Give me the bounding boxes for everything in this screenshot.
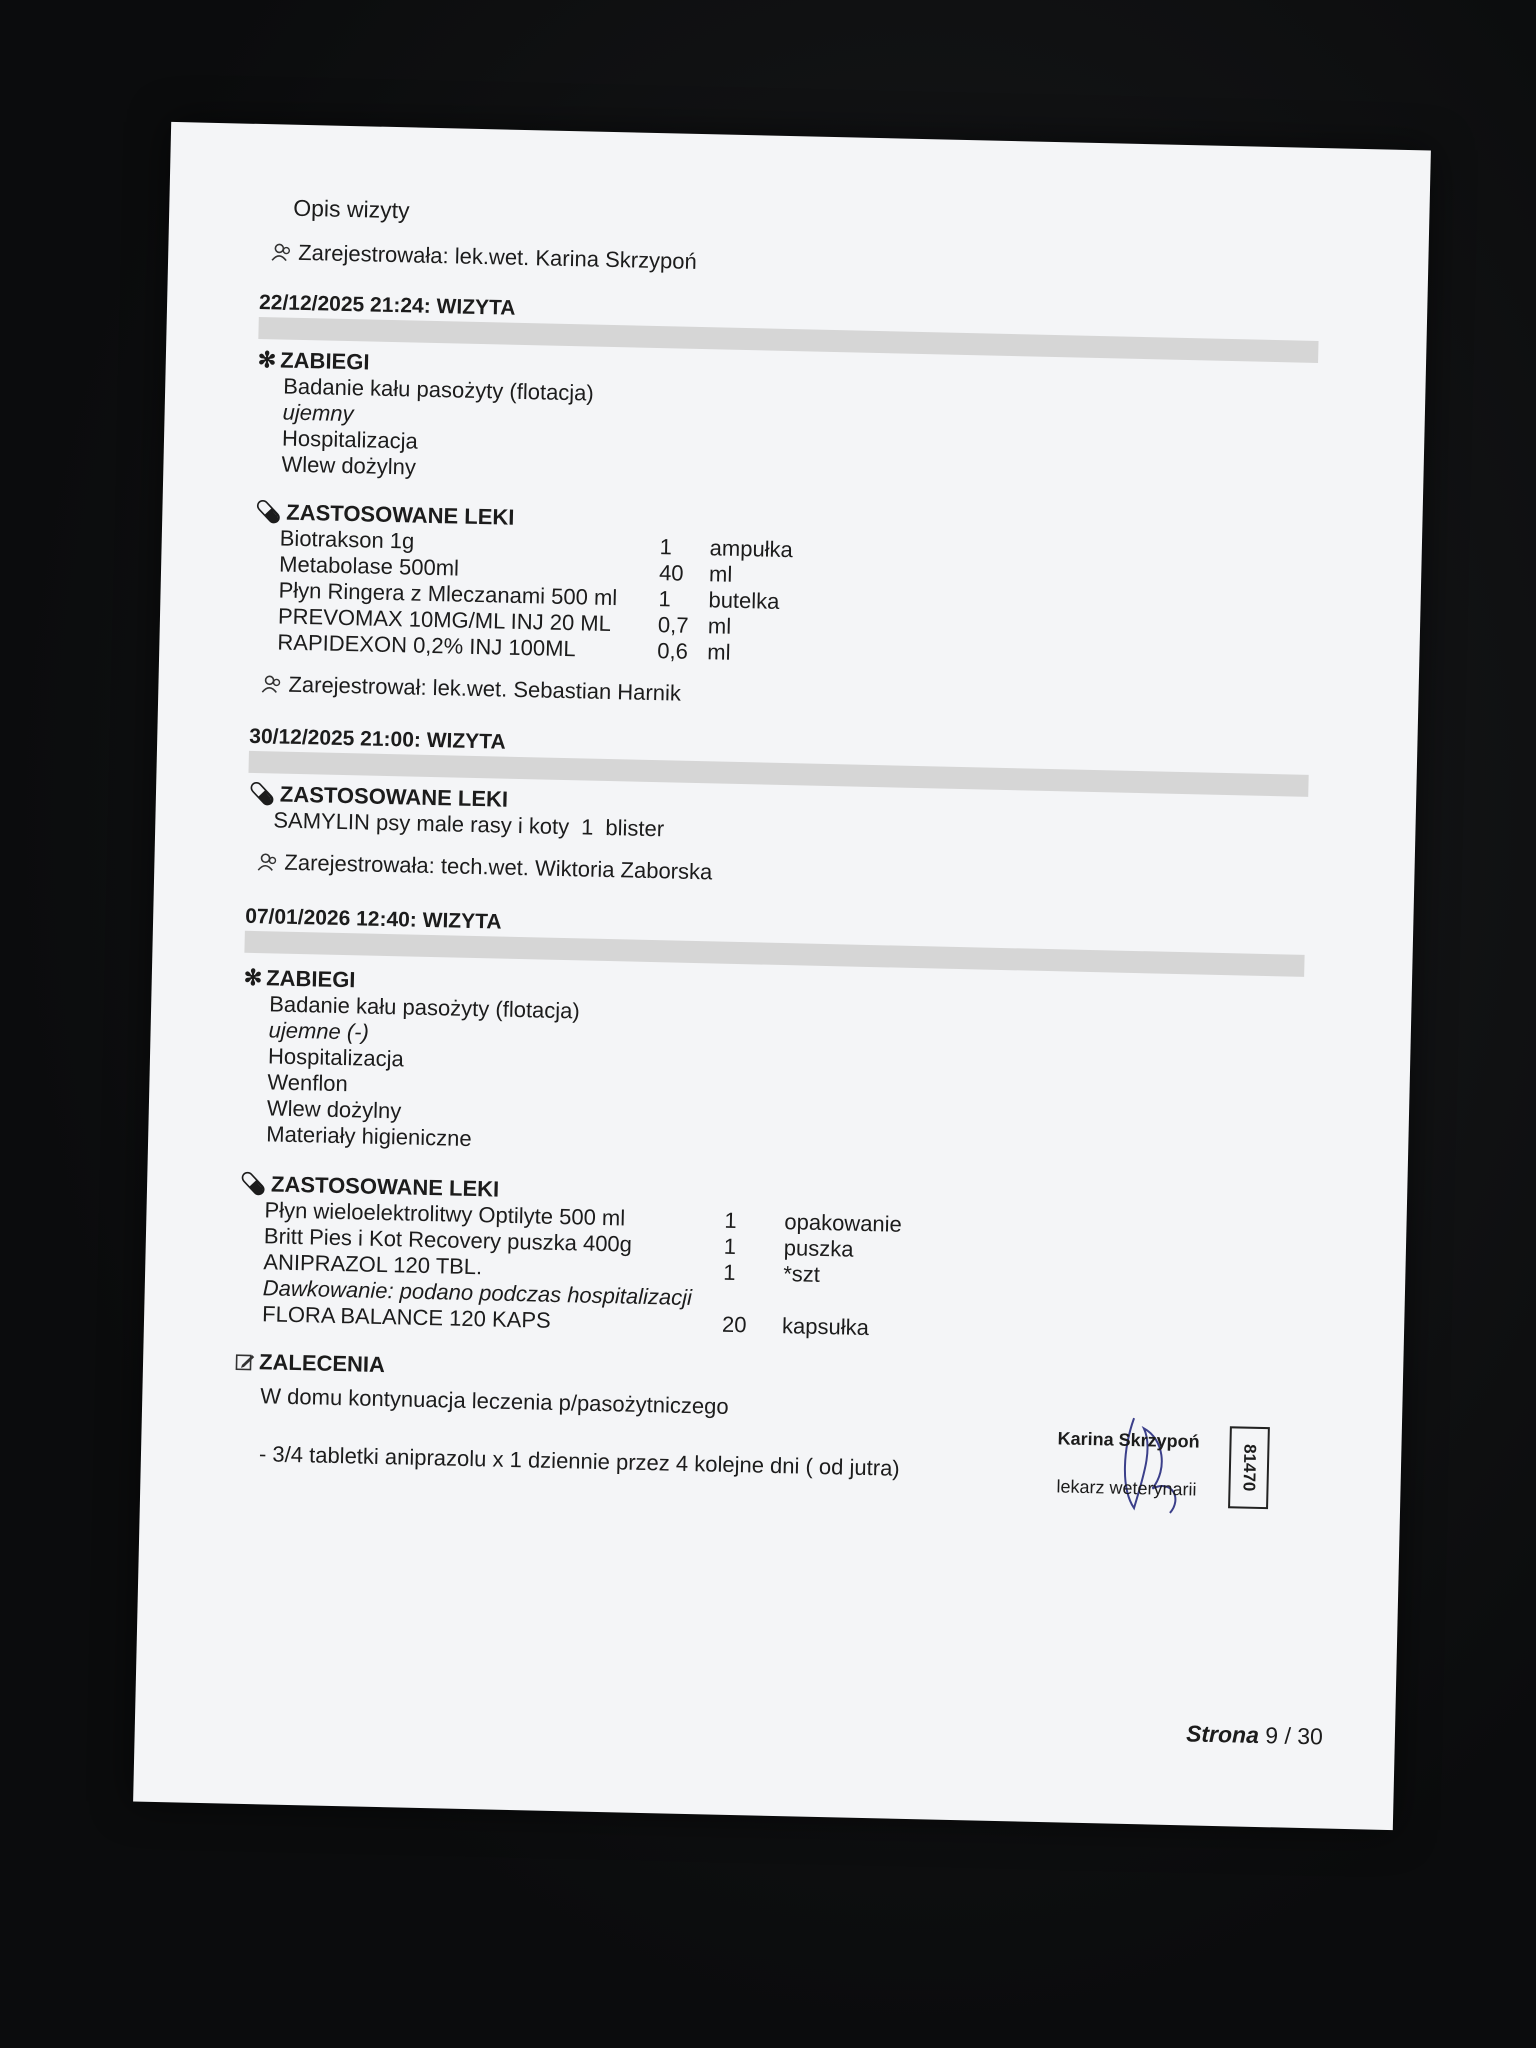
visit-header-label: 30/12/2025 21:00: WIZYTA [249, 724, 506, 754]
section-recommendations-title: ZALECENIA [258, 1349, 386, 1378]
medication-unit: ml [707, 613, 732, 639]
visit-header-label: 07/01/2026 12:40: WIZYTA [244, 904, 502, 934]
medication-unit: ml [708, 561, 733, 587]
procedure-item: ujemny [282, 399, 354, 427]
document-page [133, 122, 1431, 1830]
medication-quantity: 40 [658, 560, 684, 586]
medication-quantity: 20 [721, 1311, 747, 1338]
visit-header [249, 725, 1310, 793]
section-procedures-title: ZABIEGI [265, 965, 356, 993]
registered-by-top-text: Zarejestrowała: lek.wet. Karina Skrzypoń [298, 239, 698, 274]
procedure-item: ujemne (-) [268, 1017, 370, 1045]
medication-unit: *szt [782, 1261, 821, 1287]
stamp-name: Karina Skrzypoń [1057, 1428, 1200, 1452]
medication-quantity: 0,7 [657, 612, 689, 638]
page-content [232, 194, 1321, 1523]
person-icon [256, 852, 278, 872]
procedure-item: Hospitalizacja [281, 425, 419, 454]
medications-list [262, 1197, 1299, 1350]
section-medications-title: ZASTOSOWANE LEKI [270, 1171, 500, 1202]
medication-name: PREVOMAX 10MG/ML INJ 20 ML [277, 603, 612, 637]
pill-icon: 💊︎ [238, 1170, 268, 1197]
registered-by [260, 671, 1310, 721]
page-number: 9 [1265, 1722, 1279, 1749]
page-footer [1186, 1720, 1323, 1750]
medication-unit: puszka [783, 1235, 854, 1262]
medication-quantity: 0,6 [657, 638, 689, 664]
medication-quantity: 1 [723, 1233, 737, 1260]
asterisk-icon: ✻ [257, 346, 277, 373]
procedure-item: Badanie kału pasożyty (flotacja) [282, 373, 595, 406]
medication-quantity: 1 [659, 534, 673, 560]
medication-unit: ampułka [709, 535, 794, 563]
medication-quantity [722, 1286, 783, 1313]
medication-name: Płyn Ringera z Mleczanami 500 ml [278, 577, 618, 611]
edit-icon [235, 1352, 255, 1372]
procedure-item: Wlew dożylny [266, 1095, 402, 1124]
medication-name: Britt Pies i Kot Recovery puszka 400g [263, 1223, 633, 1257]
procedures-list [266, 991, 1303, 1170]
medication-unit: opakowanie [784, 1209, 903, 1237]
registered-by [256, 849, 1306, 899]
stamp-license-number [1228, 1426, 1270, 1509]
doctor-stamp [1056, 1412, 1288, 1527]
asterisk-icon: ✻ [243, 964, 263, 991]
stamp-number: 81470 [1239, 1443, 1260, 1492]
visit-header-label: 22/12/2025 21:24: WIZYTA [258, 290, 516, 320]
procedure-item: Badanie kału pasożyty (flotacja) [268, 991, 581, 1024]
medication-unit: ml [707, 639, 731, 665]
medication-name: RAPIDEXON 0,2% INJ 100ML [277, 629, 576, 662]
recommendation-line: - 3/4 tabletki aniprazolu x 1 dziennie przez 4 kolejne dni ( od jutra) [258, 1441, 900, 1481]
page-label: Strona [1185, 1720, 1260, 1749]
medication-name: SAMYLIN psy male rasy i koty [273, 807, 570, 840]
person-icon [260, 674, 282, 694]
procedures-list [281, 374, 1317, 501]
medication-quantity: 1 [580, 814, 594, 840]
procedure-item: Materiały higieniczne [266, 1121, 472, 1151]
registered-by-top [270, 239, 1320, 289]
medication-quantity: 1 [722, 1259, 736, 1286]
medication-name: Metabolase 500ml [278, 551, 460, 581]
registered-by-text: Zarejestrował: lek.wet. Sebastian Harnik [288, 671, 682, 706]
recommendation-line: W domu kontynuacja leczenia p/pasożytniczego [260, 1383, 729, 1419]
visit-header [258, 291, 1319, 359]
registered-by-text: Zarejestrowała: tech.wet. Wiktoria Zaborska [284, 849, 713, 885]
medication-name: Biotrakson 1g [279, 525, 415, 554]
medication-unit: kapsułka [781, 1313, 870, 1341]
page-separator: / [1284, 1722, 1292, 1749]
procedure-item: Hospitalizacja [267, 1043, 405, 1072]
section-procedures-title: ZABIEGI [280, 347, 370, 375]
stamp-role: lekarz weterynarii [1056, 1476, 1197, 1500]
procedure-item: Wlew dożylny [281, 451, 417, 480]
medications-list [277, 525, 1314, 678]
page-total: 30 [1297, 1722, 1324, 1750]
medication-quantity: 1 [658, 586, 672, 612]
medication-name: FLORA BALANCE 120 KAPS [261, 1301, 551, 1333]
pill-icon: 💊︎ [247, 780, 277, 807]
section-medications-title: ZASTOSOWANE LEKI [279, 781, 509, 812]
document-title: Opis wizyty [293, 194, 410, 224]
medication-unit: butelka [708, 587, 780, 614]
signature-icon [1112, 1408, 1194, 1520]
procedure-item: Wenflon [267, 1069, 349, 1097]
person-icon [270, 242, 292, 262]
medication-unit: blister [605, 814, 665, 842]
section-medications-title: ZASTOSOWANE LEKI [286, 499, 515, 530]
pill-icon: 💊︎ [254, 498, 283, 525]
medication-name: Płyn wieloelektrolitwy Optilyte 500 ml [264, 1197, 626, 1231]
medication-name: ANIPRAZOL 120 TBL. [263, 1249, 483, 1280]
visit-header [244, 905, 1305, 973]
medication-name: Dawkowanie: podano podczas hospitalizacji [262, 1275, 693, 1311]
medication-quantity: 1 [724, 1207, 737, 1234]
